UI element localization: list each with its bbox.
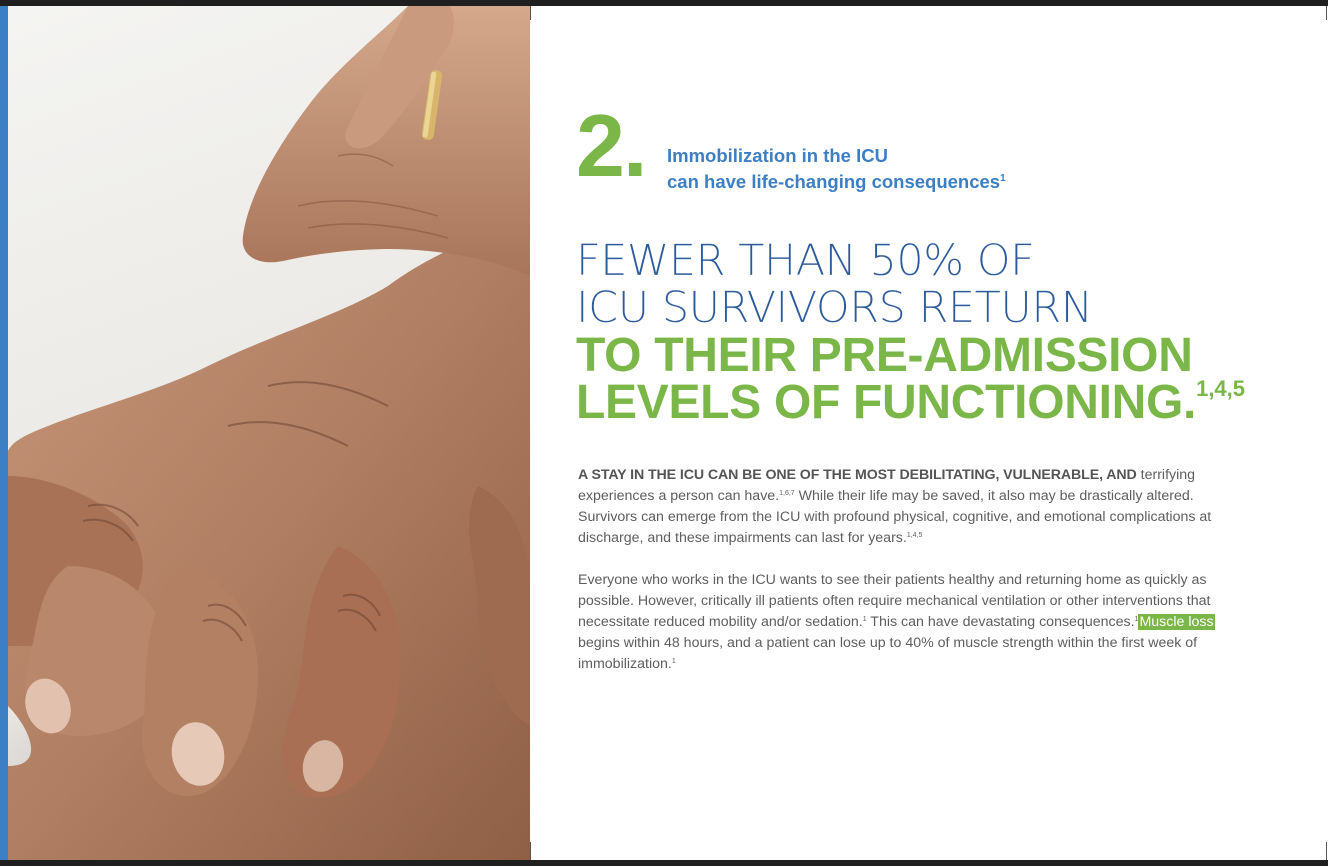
headline-line1: FEWER THAN 50% OF	[576, 236, 1035, 286]
paragraph-1-ref1: 1,6,7	[779, 490, 795, 497]
headline	[576, 236, 1316, 429]
paragraph-1-text2: While their life may be saved, it also may be drastically altered. Survivors can emerge from the ICU with profound physical, cognitive, and emotional complications at discharge, and these impairments can last for years.	[578, 488, 1212, 546]
section-heading-ref: 1	[1000, 172, 1006, 184]
headline-line4-text: LEVELS OF FUNCTIONING.	[576, 376, 1197, 429]
section-heading-text: can have life-changing consequences	[667, 171, 1001, 192]
section-heading	[667, 143, 1006, 195]
paragraph-2-text2: This can have devastating consequences.	[866, 614, 1135, 630]
headline-line2: ICU SURVIVORS RETURN	[576, 283, 1093, 333]
paragraph-2	[578, 570, 1218, 675]
section-heading-line1: Immobilization in the ICU	[667, 145, 888, 166]
paragraph-2-ref3: 1	[671, 658, 676, 665]
headline-line3: TO THEIR PRE-ADMISSION	[576, 329, 1193, 382]
hands-photo	[8, 6, 530, 860]
body-text	[578, 465, 1218, 696]
paragraph-1-text1: terrifying experiences a person can have.	[578, 467, 1196, 504]
headline-refs: 1,4,5	[1196, 376, 1246, 401]
paragraph-1-lead: A STAY IN THE ICU CAN BE ONE OF THE MOST DEBILITATING, VULNERABLE, AND	[578, 467, 1137, 483]
section-number: 2.	[576, 96, 646, 195]
page-edge-accent	[0, 6, 8, 860]
highlighted-text[interactable]: Muscle loss	[1139, 614, 1214, 630]
headline-line4	[576, 376, 1316, 429]
paragraph-1-ref2: 1,4,5	[906, 532, 923, 539]
text-column	[530, 6, 1328, 860]
paragraph-2-ref1: 1	[862, 616, 867, 623]
brochure-page	[8, 6, 1328, 860]
section-heading-line2	[667, 169, 1006, 195]
paragraph-2-text3: begins within 48 hours, and a patient can lose up to 40% of muscle strength within the first week of immobilization.	[578, 635, 1198, 672]
paragraph-2-text1: Everyone who works in the ICU wants to see their patients healthy and returning home as quickly as possible. However, critically ill patients often require mechanical ventilation or other interventions that necessitate reduced mobility and/or sedation.	[578, 572, 1211, 630]
hands-icon	[8, 6, 530, 860]
paragraph-1	[578, 465, 1218, 549]
paragraph-2-ref2: 1	[1134, 616, 1139, 623]
